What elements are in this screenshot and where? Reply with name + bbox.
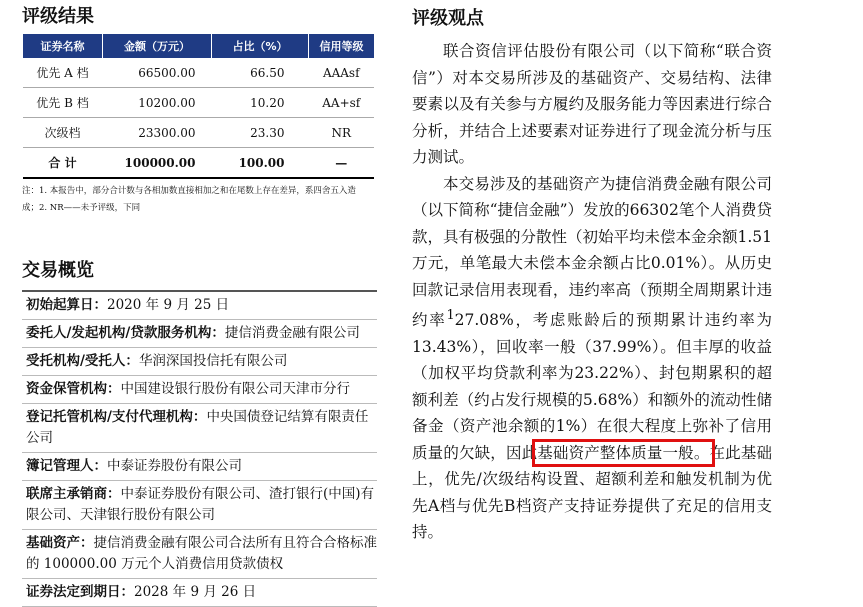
cell-amount: 23300.00 [103,118,212,148]
item-key: 证券法定到期日： [26,584,134,600]
opinion-paragraph-2 [412,171,772,546]
cell-amount: 10200.00 [103,88,212,118]
item-key: 资金保管机构： [26,381,121,397]
item-key: 受托机构/受托人： [26,353,139,369]
left-column [22,0,377,607]
list-item [22,453,377,481]
item-key: 簿记管理人： [26,458,107,474]
col-header-grade: 信用等级 [309,34,375,58]
overview-section [22,254,377,607]
item-key: 基础资产： [26,535,94,551]
cell-ratio: 100.00 [212,148,309,179]
rating-table-header [23,34,375,58]
list-item [22,481,377,530]
cell-grade: — [309,148,375,179]
list-item [22,292,377,320]
opinion-section-title: 评级观点 [412,8,484,29]
list-item [22,579,377,607]
item-value: 捷信消费金融有限公司合法所有且符合合格标准的 100000.00 万元个人消费信用贷款债权 [26,535,377,572]
item-value: 中泰证券股份有限公司 [107,458,242,474]
col-header-amount: 金额（万元） [103,34,212,58]
col-header-ratio: 占比（%） [212,34,309,58]
list-item [22,376,377,404]
item-value: 中央国债登记结算有限责任公司 [26,409,369,446]
cell-amount: 100000.00 [103,148,212,179]
list-item [22,530,377,579]
cell-ratio: 10.20 [212,88,309,118]
item-key: 初始起算日： [26,297,107,313]
col-header-name: 证券名称 [23,34,103,58]
table-note: 注：1. 本报告中，部分合计数与各相加数直接相加之和在尾数上存在差异，系四舍五入造成；2. NR——未予评级，下同 [22,186,356,213]
table-row [23,88,375,118]
table-row [23,118,375,148]
cell-grade: NR [309,118,375,148]
overview-list [22,290,377,607]
cell-name: 优先 A 档 [23,58,103,88]
footnote-marker: 1 [446,308,455,323]
item-value: 2028 年 9 月 26 日 [134,584,257,600]
table-row-total [23,148,375,179]
cell-amount: 66500.00 [103,58,212,88]
list-item [22,348,377,376]
list-item [22,320,377,348]
rating-section-title: 评级结果 [22,6,94,27]
cell-name: 合 计 [23,148,103,179]
item-value: 中泰证券股份有限公司、渣打银行(中国)有限公司、天津银行股份有限公司 [26,486,375,523]
list-item [22,404,377,453]
cell-name: 优先 B 档 [23,88,103,118]
rating-table [22,34,374,179]
item-key: 登记托管机构/支付代理机构： [26,409,207,425]
item-key: 联席主承销商： [26,486,121,502]
paragraph-text: 27.08%，考虑账龄后的预期累计违约率为13.43%），回收率一般（37.99%）。但丰厚的收益（加权平均贷款利率为23.22%）、封包期累积的超额利差（约占发行规模的5.68%）和额外的流动性储备金（资产池余额的1%）在很大程度上弥补了信用质量的欠缺，因此 [412,311,772,462]
cell-grade: AAAsf [309,58,375,88]
table-row [23,58,375,88]
item-value: 中国建设银行股份有限公司天津市分行 [120,381,350,397]
paragraph-text: 在此基础上，优先/次级结构设置、超额利差和触发机制为优先A档与优先B档资产支持证券提供了充足的信用支持。 [412,443,772,542]
right-column [412,0,772,546]
cell-grade: AA+sf [309,88,375,118]
overview-section-title: 交易概览 [22,260,94,281]
highlighted-conclusion: 基础资产整体质量一般。 [537,443,710,462]
paragraph-text: 本交易涉及的基础资产为捷信消费金融有限公司（以下简称“捷信金融”）发放的66302笔个人消费贷款，具有极强的分散性（初始平均未偿本金余额1.51万元，单笔最大未偿本金余额占比0.01%）。从历史回款记录信用表现看，违约率高（预期全周期累计违约率 [412,174,773,330]
item-value: 2020 年 9 月 25 日 [107,297,230,313]
cell-ratio: 66.50 [212,58,309,88]
cell-name: 次级档 [23,118,103,148]
cell-ratio: 23.30 [212,118,309,148]
opinion-paragraph-1: 联合资信评估股份有限公司（以下简称“联合资信”）对本交易所涉及的基础资产、交易结构、法律要素以及有关参与方履约及服务能力等因素进行综合分析，并结合上述要素对证券进行了现金流分析与压力测试。 [412,42,772,166]
item-value: 捷信消费金融有限公司 [224,325,360,341]
item-key: 委托人/发起机构/贷款服务机构： [26,325,225,341]
item-value: 华润深国投信托有限公司 [138,353,288,369]
